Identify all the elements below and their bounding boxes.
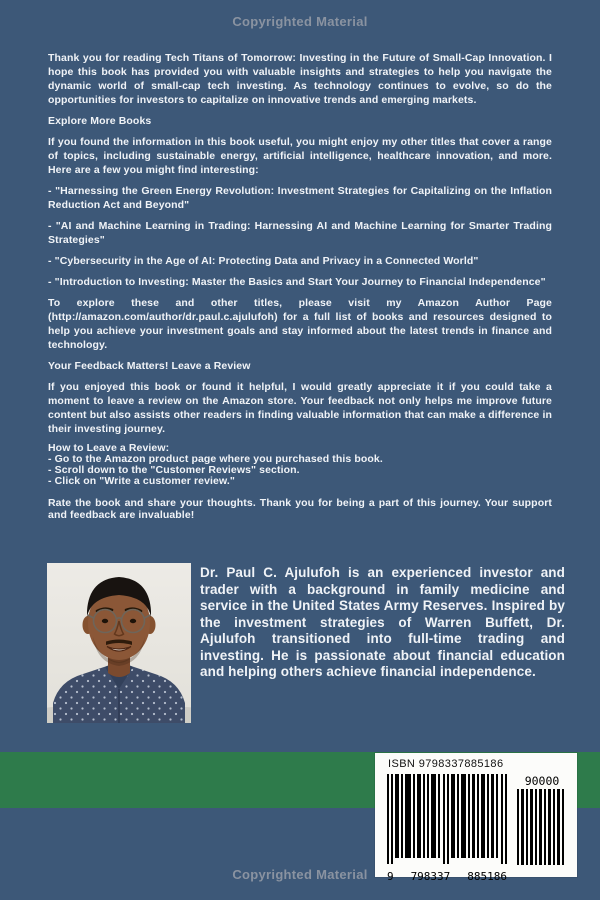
book-title-item: - "Introduction to Investing: Master the Basics and Start Your Journey to Financial Independence": [48, 276, 546, 288]
explore-paragraph: If you found the information in this book useful, you might enjoy my other titles that cover a range of topics, including sustainable energy, artificial intelligence, healthcare innovation, and more. Here are a few you might find interesting:: [48, 136, 552, 176]
author-bio: Dr. Paul C. Ajulufoh is an experienced investor and trader with a background in family medicine and service in the United States Army Reserves. Inspired by the investment strategies of Warren Buffett, Dr. Ajulufoh transitioned into full-time trading and investing. He is passionate about financial education and helping others achieve financial independence.: [200, 565, 565, 679]
barcode-digit-group: 885186: [467, 870, 507, 883]
explore-heading: Explore More Books: [48, 115, 152, 127]
book-title-item: - "AI and Machine Learning in Trading: Harnessing AI and Machine Learning for Smarter Trading Strategies": [48, 220, 552, 246]
copyright-watermark-top: Copyrighted Material: [232, 14, 368, 29]
intro-paragraph: Thank you for reading Tech Titans of Tomorrow: Investing in the Future of Small-Cap Innovation. I hope this book has provided you with valuable insights and strategies to help you navigate the dynamic world of small-cap tech investing. As technology continues to evolve, so do the opportunities for investors to capitalize on innovative trends and emerging markets.: [48, 52, 552, 106]
howto-step: - Scroll down to the "Customer Reviews" section.: [48, 464, 300, 476]
barcode-digit-lead: 9: [387, 870, 394, 883]
copyright-watermark-bottom: Copyrighted Material: [232, 867, 368, 882]
feedback-heading: Your Feedback Matters! Leave a Review: [48, 360, 251, 372]
howto-step: - Go to the Amazon product page where you purchased this book.: [48, 453, 383, 465]
isbn-label: ISBN 9798337885186: [388, 758, 504, 770]
barcode-addon: [517, 774, 567, 870]
howto-heading: How to Leave a Review:: [48, 442, 170, 454]
book-title-item: - "Harnessing the Green Energy Revolution: Investment Strategies for Capitalizing on the Inflation Reduction Act and Beyond": [48, 185, 552, 211]
barcode-digit-group: 798337: [410, 870, 451, 883]
barcode-addon-bars-icon: [517, 789, 567, 865]
price-supplement: 90000: [524, 774, 560, 788]
book-title-item: - "Cybersecurity in the Age of AI: Protecting Data and Privacy in a Connected World": [48, 255, 479, 267]
back-cover-text: [48, 51, 552, 528]
isbn-barcode-panel: [375, 753, 577, 883]
barcode-bars-icon: [387, 774, 507, 864]
feedback-paragraph: If you enjoyed this book or found it helpful, I would greatly appreciate it if you could take a moment to leave a review on the Amazon store. Your feedback not only helps me improve future content but also assists other readers in finding valuable information that can make a difference in their investing journey.: [48, 381, 552, 435]
author-portrait-illustration: [47, 563, 191, 723]
closing-paragraph: Rate the book and share your thoughts. Thank you for being a part of this journey. Your support and feedback are invaluable!: [48, 497, 552, 521]
howto-step: - Click on "Write a customer review.": [48, 475, 235, 487]
howto-review-block: [48, 443, 552, 487]
author-page-paragraph: To explore these and other titles, please visit my Amazon Author Page (http://amazon.com/author/dr.paul.c.ajulufoh) for a full list of books and resources designed to help you achieve your investment goals and stay informed about the latest trends in finance and technology.: [48, 297, 552, 351]
author-photo: [47, 563, 191, 723]
